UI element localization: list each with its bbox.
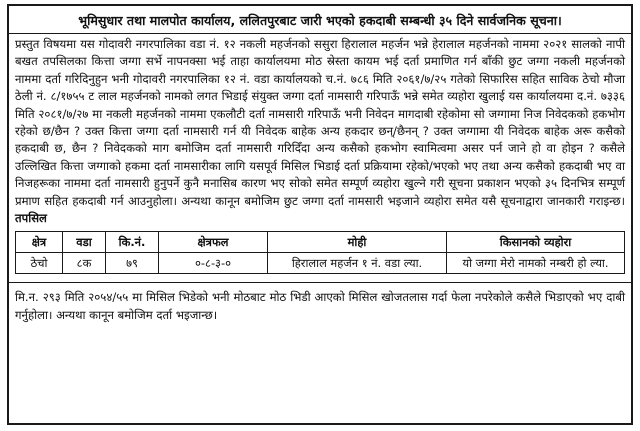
tapsil-label: तपसिल <box>15 211 47 226</box>
notice-title: भूमिसुधार तथा मालपोत कार्यालय, ललितपुरबाट जारी भएको हकदाबी सम्बन्धी ३५ दिने सार्वजनिक सूचना। <box>9 6 631 34</box>
cell-plot-area: ०-८-३-० <box>159 253 268 274</box>
cell-area: ठेचो <box>16 253 63 274</box>
header-area: क्षेत्र <box>16 232 63 253</box>
cell-ward: ८क <box>63 253 106 274</box>
cell-farmer-remarks: यो जग्गा मेरो नामको नम्बरी हो ल्या. <box>447 253 625 274</box>
table-header-row <box>16 232 625 253</box>
notice-body-text: प्रस्तुत विषयमा यस गोदावरी नगरपालिका वडा नं. १२ नकली महर्जनको ससुरा हिरालाल महर्जन भन्ने हेरालाल महर्जनको नाममा २०२१ सालको नापी बखत तपसिलका कित्ता जग्गा सर्भे नापनक्सा भई ताहा कार्यालयमा मोठ स्रेस्ता कायम भई दर्ता प्रमाणित गर्न बाँकी छुट जग्गा नकली महर्जनको नाममा दर्ता गरिदिनुहुन भनी गोदावरी नगरपालिका १२ नं. वडा कार्यालयको च.नं. ७८६ मिति २०६१/७/२५ गतेको सिफारिस सहित साविक ठेचो मौजा ठेली नं. ८/१७५५ ट लाल महर्जनको नामको लगत भिडाई संयुक्त जग्गा दर्ता नामसारी गरिपाऊँ भन्ने समेत व्यहोरा खुलाई यस कार्यालयमा द.नं. ७३३६ मिति २०८१/७/२७ मा नकली महर्जनको नाममा एकलौटी दर्ता नामसारी गरिपाऊँ भनी निवेदन मागदाबी रहेकोमा सो जग्गामा निज निवेदकको हकभोग रहेको छ/छैन ? उक्त कित्ता जग्गा दर्ता नामसारी गर्न यी निवेदक बाहेक अन्य हकदार छन्/छैनन् ? उक्त जग्गामा यी निवेदक बाहेक अरू कसैको हकदाबी छ, छैन ? निवेदकको माग बमोजिम दर्ता नामसारी गरिदिँदा अन्य कसैको हकभोग स्वामित्वमा असर पर्न जाने हो वा होइन ? कसैले उल्लिखित कित्ता जग्गाको हकमा दर्ता नामसारीका लागि यसपूर्व मिसिल भिडाई दर्ता प्रक्रियामा रहेको/भएको भए तथा अन्य कसैको हकदाबी भए वा निजहरूका नाममा दर्ता नामसारी हुनुपर्ने कुनै मनासिब कारण भए सोको समेत सम्पूर्ण व्यहोरा खुल्ने गरी सूचना प्रकाशन भएको ३५ दिनभित्र सम्पूर्ण प्रमाण सहित हकदाबी गर्न आउनुहोला। अन्यथा कानून बमोजिम छुट जग्गा दर्ता नामसारी भइजाने व्यहोरा समेत यसै सूचनाद्वारा जानकारी गराइन्छ। <box>15 37 625 208</box>
cell-plot-number: ७९ <box>106 253 159 274</box>
header-plot-area: क्षेत्रफल <box>159 232 268 253</box>
cell-tenant: हिरालाल महर्जन १ नं. वडा ल्या. <box>268 253 447 274</box>
land-details-table <box>15 231 625 274</box>
header-ward: वडा <box>63 232 106 253</box>
header-plot-number: कि.नं. <box>106 232 159 253</box>
header-tenant: मोही <box>268 232 447 253</box>
table-row <box>16 253 625 274</box>
public-notice <box>7 4 633 425</box>
notice-body <box>9 34 631 227</box>
notice-footer: मि.न. २९३ मिति २०५४/५५ मा मिसिल भिडेको भनी मोठबाट मोठ भिडी आएको मिसिल खोजतलास गर्दा फेला नपरेकोले कसैले भिडाएको भए दाबी गर्नुहोला। अन्यथा कानून बमोजिम दर्ता भइजान्छ। <box>9 282 631 324</box>
header-farmer-remarks: किसानको व्यहोरा <box>447 232 625 253</box>
